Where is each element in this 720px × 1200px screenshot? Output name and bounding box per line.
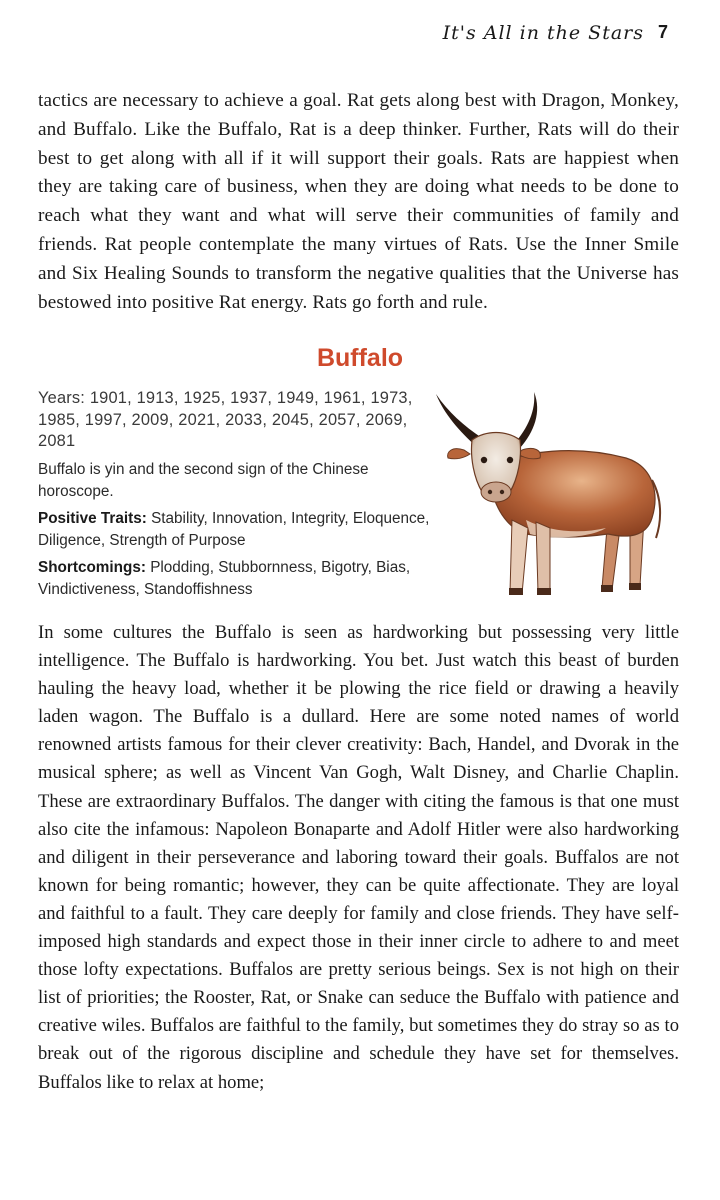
positive-traits-list: Stability, Innovation, Integrity, Eloquence, Diligence, Strength of Purpose	[38, 509, 430, 549]
running-head: It's All in the Stars	[442, 22, 644, 44]
sign-description: Buffalo is yin and the second sign of the Chinese horoscope.	[38, 460, 369, 500]
shortcomings	[38, 557, 434, 601]
page-number: 7	[658, 22, 669, 42]
buffalo-illustration	[430, 388, 670, 606]
shortcomings-label: Shortcomings:	[38, 558, 146, 576]
sign-info-box	[38, 388, 434, 606]
main-paragraph: In some cultures the Buffalo is seen as hardworking but possessing very little intelligence. The Buffalo is hardworking. You bet. Just watch this beast of burden hauling the heavy load, whether it be plowing the rice field or drawing a heavily laden wagon. The Buffalo is a dullard. Here are some noted names of world renowned artists famous for their clever creativity: Bach, Handel, and Dvorak in the musical sphere; as well as Vincent Van Gogh, Walt Disney, and Charlie Chaplin. These are extraordinary Buffalos. The danger with citing the famous is that one must also cite the infamous: Napoleon Bonaparte and Adolf Hitler were also hardworking and diligent in their perseverance and laboring toward their goals. Buffalos are not known for being romantic; however, they can be quite affectionate. They are loyal and faithful to a fault. They care deeply for family and close friends. They have self-imposed high standards and expect those in their inner circle to adhere to and meet those lofty expectations. Buffalos are pretty serious beings. Sex is not high on their list of priorities; the Rooster, Rat, or Snake can seduce the Buffalo with patience and creative wiles. Buffalos are faithful to the family, but sometimes they do stray so as to break out of the rigorous discipline and schedule they have set for themselves. Buffalos like to relax at home;	[38, 622, 679, 1093]
positive-traits	[38, 508, 434, 552]
sign-years: Years: 1901, 1913, 1925, 1937, 1949, 1961, 1973, 1985, 1997, 2009, 2021, 2033, 2045, 2057, 2069, 2081	[38, 389, 413, 451]
intro-paragraph: tactics are necessary to achieve a goal. Rat gets along best with Dragon, Monkey, and Buffalo. Like the Buffalo, Rat is a deep thinker. Further, Rats will do their best to get along with all if it will support their goals. Rats are happiest when they are taking care of business, when they are doing what needs to be done to reach what they want and what will serve their communities of family and friends. Rat people contemplate the many virtues of Rats. Use the Inner Smile and Six Healing Sounds to transform the negative qualities that the Universe has bestowed into positive Rat energy. Rats go forth and rule.	[38, 90, 679, 313]
positive-traits-label: Positive Traits:	[38, 509, 147, 527]
section-title: Buffalo	[316, 344, 404, 372]
shortcomings-list: Plodding, Stubbornness, Bigotry, Bias, Vindictiveness, Standoffishness	[38, 558, 411, 598]
